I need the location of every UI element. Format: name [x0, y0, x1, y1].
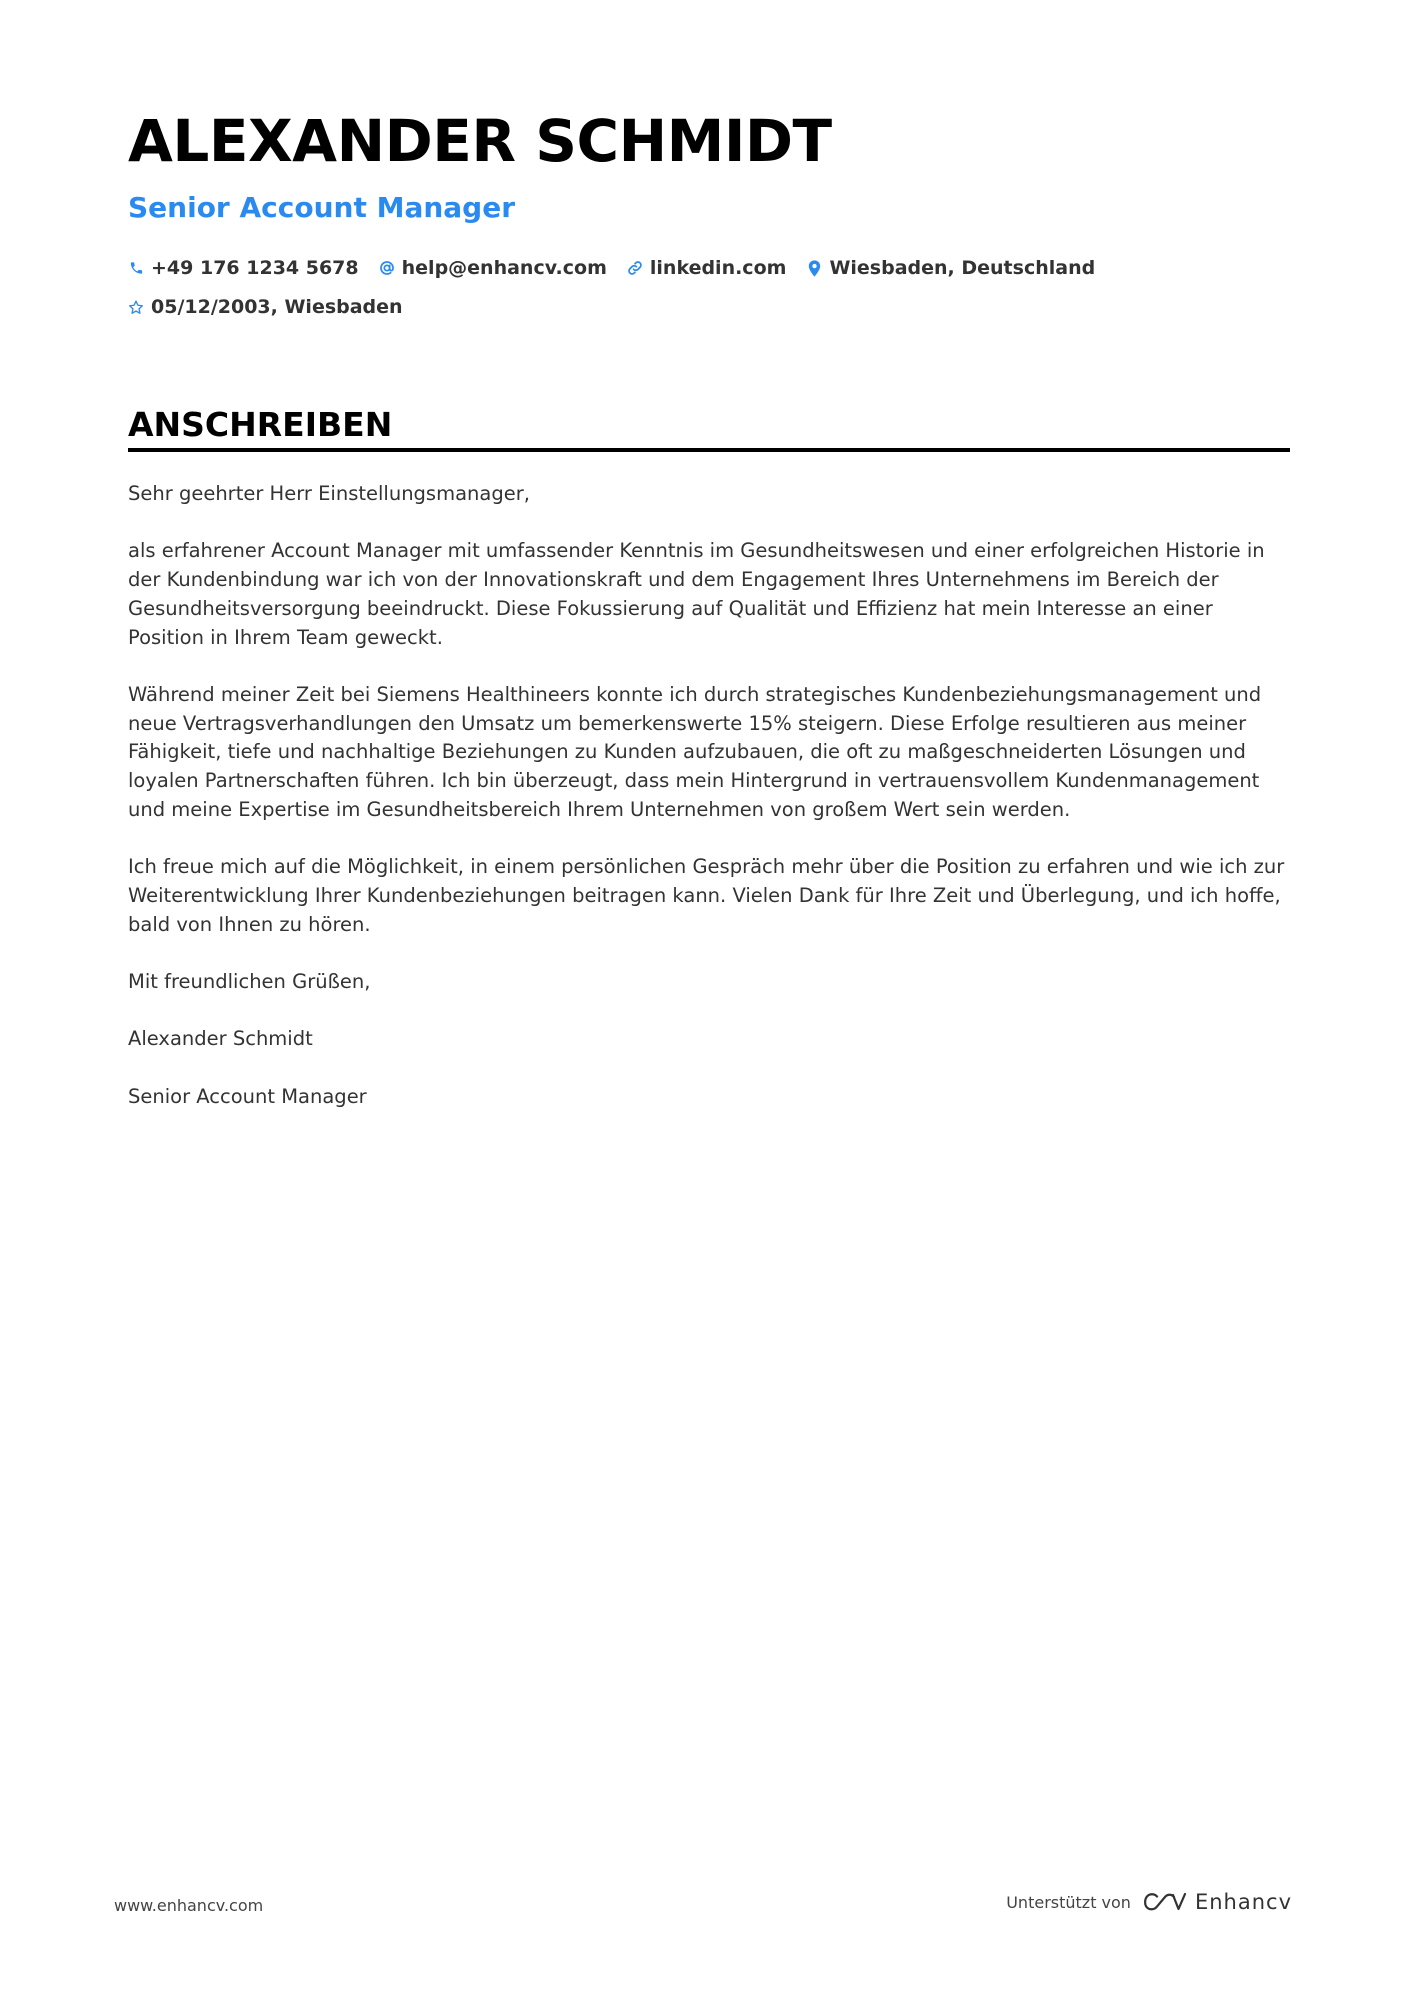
letter-closing: Mit freundlichen Grüßen,: [128, 969, 371, 993]
contact-row-1: [128, 255, 1290, 281]
phone-icon: [128, 259, 144, 277]
link-icon: [627, 259, 643, 277]
footer-website[interactable]: www.enhancv.com: [114, 1896, 264, 1915]
letter-body: [128, 480, 1290, 1140]
contact-location: [806, 257, 1095, 279]
signature-title: Senior Account Manager: [128, 1084, 367, 1108]
contact-info: [128, 255, 1290, 333]
contact-link[interactable]: [627, 257, 787, 279]
email-text[interactable]: help@enhancv.com: [401, 257, 607, 279]
enhancv-wordmark: Enhancv: [1194, 1890, 1292, 1914]
powered-by-text: Unterstützt von: [1006, 1892, 1131, 1912]
contact-email[interactable]: [379, 257, 607, 279]
star-icon: [128, 298, 144, 316]
section-divider: [128, 448, 1290, 452]
location-text: Wiesbaden, Deutschland: [829, 257, 1096, 279]
birth-text: 05/12/2003, Wiesbaden: [151, 296, 403, 318]
letter-paragraph: als erfahrener Account Manager mit umfassender Kenntnis im Gesundheitswesen und einer erfolgreichen Historie in der Kundenbindung war ich von der Innovationskraft und dem Engagement Ihres Unternehmens im Bereich der Gesundheitsversorgung beeindruckt. Diese Fokussierung auf Qualität und Effizienz hat mein Interesse an einer Position in Ihrem Team geweckt.: [128, 539, 1265, 649]
at-icon: [379, 259, 395, 277]
map-pin-icon: [806, 259, 822, 277]
link-text[interactable]: linkedin.com: [649, 257, 787, 279]
section-heading: ANSCHREIBEN: [128, 405, 393, 444]
contact-row-2: [128, 294, 1290, 320]
contact-birth: [128, 296, 403, 318]
footer-powered-by: [1006, 1890, 1292, 1914]
applicant-name: ALEXANDER SCHMIDT: [128, 107, 832, 175]
letter-paragraph: Während meiner Zeit bei Siemens Healthineers konnte ich durch strategisches Kundenbeziehungsmanagement und neue Vertragsverhandlungen den Umsatz um bemerkenswerte 15% steigern. Diese Erfolge resultieren aus meiner Fähigkeit, tiefe und nachhaltige Beziehungen zu Kunden aufzubauen, die oft zu maßgeschneiderten Lösungen und loyalen Partnerschaften führen. Ich bin überzeugt, dass mein Hintergrund in vertrauensvollem Kundenmanagement und meine Expertise im Gesundheitsbereich Ihrem Unternehmen von großem Wert sein werden.: [128, 682, 1262, 821]
enhancv-logo[interactable]: [1143, 1890, 1292, 1914]
enhancv-logo-icon: [1143, 1890, 1187, 1914]
contact-phone: [128, 257, 359, 279]
letter-paragraph: Ich freue mich auf die Möglichkeit, in einem persönlichen Gespräch mehr über die Position zu erfahren und wie ich zur Weiterentwicklung Ihrer Kundenbeziehungen beitragen kann. Vielen Dank für Ihre Zeit und Überlegung, und ich hoffe, bald von Ihnen zu hören.: [128, 855, 1285, 936]
phone-text: +49 176 1234 5678: [151, 257, 359, 279]
applicant-title: Senior Account Manager: [128, 191, 516, 224]
signature-name: Alexander Schmidt: [128, 1027, 313, 1051]
letter-salutation: Sehr geehrter Herr Einstellungsmanager,: [128, 482, 530, 505]
